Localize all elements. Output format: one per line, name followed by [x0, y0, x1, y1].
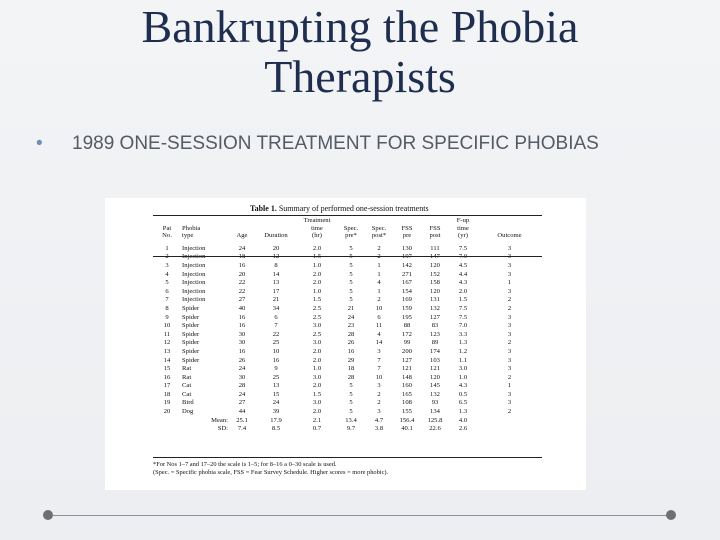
table-cell: 103 [430, 356, 440, 364]
table-cell: 0.5 [458, 390, 468, 398]
table-cell: 1.2 [458, 347, 468, 355]
table-top-rule [153, 215, 542, 216]
table-cell: 121 [430, 365, 440, 373]
table-cell: 127 [430, 313, 440, 321]
table-cell: 2 [507, 408, 512, 416]
table-cell: 3 [507, 322, 512, 330]
table-cell: 3 [507, 270, 512, 278]
table-body [153, 242, 542, 434]
table-cell: 4 [165, 270, 169, 278]
table-cell: 29 [347, 356, 355, 364]
table-cell: 22 [272, 330, 280, 338]
table-cell: Spider [182, 322, 200, 330]
table-row [153, 322, 542, 331]
mean-cell: 25.1 [236, 416, 248, 424]
table-cell: 3 [507, 313, 512, 321]
table-row [153, 357, 542, 366]
table-cell: 5 [349, 408, 353, 416]
table-cell: 108 [402, 399, 412, 407]
mean-cell: 13.4 [345, 416, 357, 424]
table-cell: 21 [272, 296, 280, 304]
footnote-line-1: *For Nos 1–7 and 17–20 the scale is 1–5; for 8–16 a 0–30 scale is used. [153, 461, 337, 468]
table-cell: 17 [163, 382, 171, 390]
table-cell: 5 [349, 244, 353, 252]
table-cell: 30 [238, 339, 246, 347]
table-cell [153, 253, 181, 262]
table-cell: 24 [238, 390, 246, 398]
table-cell: 5 [349, 390, 353, 398]
table-cell: 24 [238, 244, 246, 252]
table-cell: 5 [349, 279, 353, 287]
table-cell: 155 [402, 408, 412, 416]
table-cell: 131 [430, 296, 440, 304]
table-cell: 120 [430, 287, 440, 295]
table-cell: 2.0 [312, 382, 322, 390]
table-row [153, 391, 542, 400]
sd-cell: 0.7 [312, 425, 322, 433]
table-cell: 3 [507, 356, 512, 364]
table-cell: 15 [163, 365, 171, 373]
table-cell: 160 [402, 382, 412, 390]
table-cell: 1.5 [312, 390, 322, 398]
table-cell: 142 [402, 261, 412, 269]
table-cell [421, 253, 449, 262]
table-cell: 3.0 [312, 322, 322, 330]
table-row [153, 408, 542, 417]
table-cell: Injection [182, 270, 206, 278]
table-cell: 1 [377, 270, 381, 278]
sd-label: SD: [217, 425, 228, 433]
table-cell [297, 253, 337, 262]
table-cell: 2 [377, 399, 381, 407]
right-nav-dot [666, 510, 676, 520]
treatment-table [153, 217, 542, 434]
table-cell: 5 [349, 296, 353, 304]
table-cell: 9 [274, 365, 278, 373]
table-header-row [153, 217, 542, 242]
table-cell: 3 [507, 390, 512, 398]
table-cell: 2.5 [312, 313, 322, 321]
table-cell: 169 [402, 296, 412, 304]
table-cell: 20 [238, 270, 246, 278]
table-cell: 1 [377, 287, 381, 295]
table-cell: 1.1 [458, 356, 468, 364]
table-cell: 44 [238, 408, 246, 416]
table-cell: 28 [238, 382, 246, 390]
table-cell: 1 [377, 261, 381, 269]
bullet-text: 1989 ONE-SESSION TREATMENT FOR SPECIFIC PHOBIAS [72, 133, 599, 154]
table-cell: 5 [349, 287, 353, 295]
table-cell: Rat [182, 365, 192, 373]
table-cell: 16 [238, 322, 246, 330]
table-cell: Rat [182, 373, 192, 381]
table-cell: 1.0 [312, 261, 322, 269]
table-cell: 3 [377, 408, 381, 416]
table-cell: 111 [430, 244, 440, 252]
table-cell: 30 [238, 330, 246, 338]
table-cell: 2.0 [458, 287, 468, 295]
table-cell: 7.0 [458, 322, 468, 330]
table-cell: 7.5 [458, 313, 468, 321]
table-cell: 1.0 [458, 373, 468, 381]
table-cell: 8 [274, 261, 278, 269]
table-cell: 145 [430, 382, 440, 390]
table-cell: 7 [377, 356, 381, 364]
table-cell: 154 [402, 287, 412, 295]
bottom-rule-line [53, 515, 671, 516]
bullet-item [36, 132, 676, 156]
table-cell: 88 [403, 322, 411, 330]
mean-cell: 4.7 [374, 416, 384, 424]
table-cell: 7 [165, 296, 169, 304]
left-nav-dot [43, 510, 53, 520]
table-cell: 3 [377, 382, 381, 390]
table-row [153, 296, 542, 305]
table-cell: 23 [347, 322, 355, 330]
table-cell: Injection [182, 287, 206, 295]
table-cell: 12 [163, 339, 171, 347]
table-cell: 3 [507, 399, 512, 407]
table-row [153, 374, 542, 383]
sd-cell: 40.1 [401, 425, 413, 433]
table-cell: 130 [402, 244, 412, 252]
table-cell: 159 [402, 304, 412, 312]
table-cell: 5 [349, 382, 353, 390]
table-cell: 10 [375, 373, 383, 381]
table-cell: 7.5 [458, 304, 468, 312]
table-cell: 2.0 [312, 408, 322, 416]
table-cell: 26 [238, 356, 246, 364]
table-row [153, 331, 542, 340]
table-cell: 6 [377, 313, 381, 321]
table-cell: 3 [507, 244, 512, 252]
table-cell: 3 [507, 287, 512, 295]
table-cell: 18 [163, 390, 171, 398]
table-cell: 3 [507, 347, 512, 355]
table-cell: 120 [430, 261, 440, 269]
table-cell: 4.4 [458, 270, 468, 278]
table-cell [449, 253, 477, 262]
slide-title-line-2: Therapists [264, 51, 456, 102]
table-row [153, 365, 542, 374]
table-row [153, 339, 542, 348]
table-cell: 25 [272, 339, 280, 347]
table-cell: 4.5 [458, 261, 468, 269]
table-cell: 2 [507, 339, 512, 347]
table-cell: Injection [182, 244, 206, 252]
table-cell: 148 [402, 373, 412, 381]
table-cell: Dog [182, 408, 194, 416]
table-cell: 16 [163, 373, 171, 381]
table-cell: 24 [272, 399, 280, 407]
table-cell: 6 [165, 287, 169, 295]
table-image [105, 198, 586, 490]
table-row [153, 348, 542, 357]
table-cell: 27 [238, 296, 246, 304]
table-cell: 5 [349, 399, 353, 407]
table-cell: 24 [238, 365, 246, 373]
table-cell: 1.3 [458, 339, 468, 347]
table-cell [255, 253, 297, 262]
table-cell: 132 [430, 390, 440, 398]
sd-cell: 7.4 [237, 425, 247, 433]
sd-cell: 8.5 [271, 425, 281, 433]
mean-cell: 2.1 [312, 416, 322, 424]
mean-cell: 4.0 [458, 416, 468, 424]
table-cell: 15 [272, 390, 280, 398]
table-cell: 25 [272, 373, 280, 381]
table-cell: 271 [402, 270, 412, 278]
table-cell: 5 [349, 270, 353, 278]
table-cell: 4.3 [458, 279, 468, 287]
table-cell: 20 [163, 408, 171, 416]
mean-cell: 156.4 [399, 416, 415, 424]
table-cell: 132 [430, 304, 440, 312]
table-cell: 4 [377, 330, 381, 338]
table-cell: 3 [507, 330, 512, 338]
table-cell: 120 [430, 373, 440, 381]
table-cell: Cat [182, 382, 192, 390]
table-cell: Spider [182, 304, 200, 312]
table-footnote [153, 461, 553, 477]
table-cell [477, 253, 542, 262]
table-cell: 2.0 [312, 356, 322, 364]
table-cell: 89 [431, 339, 439, 347]
header-treatment-time: Treatment time (hr) [303, 217, 331, 240]
header-spec-post: Spec. post* [371, 224, 387, 240]
table-cell: 10 [375, 304, 383, 312]
table-cell: 7.5 [458, 244, 468, 252]
table-cell: 1 [507, 279, 512, 287]
table-cell: Spider [182, 339, 200, 347]
table-cell: 3.0 [312, 399, 322, 407]
sd-cell: 9.7 [346, 425, 356, 433]
table-cell: 2.0 [312, 270, 322, 278]
table-cell: 1.5 [458, 296, 468, 304]
table-cell: 2.0 [312, 244, 322, 252]
table-cell: Bird [182, 399, 194, 407]
table-cell: 200 [402, 347, 412, 355]
header-age: Age [236, 232, 248, 240]
table-cell: 13 [163, 347, 171, 355]
header-fss-pre: FSS pre [401, 224, 413, 240]
table-cell: 1.5 [312, 296, 322, 304]
header-spec-pre: Spec. pre* [343, 224, 359, 240]
sd-cell [477, 425, 542, 434]
mean-cell: 17.9 [270, 416, 282, 424]
table-cell: 7 [274, 322, 278, 330]
table-cell: Spider [182, 347, 200, 355]
table-cell: 152 [430, 270, 440, 278]
table-cell: 2 [377, 244, 381, 252]
table-cell: 167 [402, 279, 412, 287]
table-cell: 3 [507, 261, 512, 269]
table-row [153, 242, 542, 254]
mean-row [153, 417, 542, 426]
table-cell: 18 [347, 365, 355, 373]
table-cell: 2 [377, 296, 381, 304]
table-cell [229, 253, 255, 262]
table-cell: 17 [272, 287, 280, 295]
table-cell [337, 253, 365, 262]
table-cell: 7 [377, 365, 381, 373]
table-cell: 16 [272, 356, 280, 364]
header-fss-post: FSS post [429, 224, 441, 240]
table-cell: 2.5 [312, 330, 322, 338]
table-row [153, 288, 542, 297]
table-cell: 26 [347, 339, 355, 347]
table-cell: 40 [238, 304, 246, 312]
table-cell: 30 [238, 373, 246, 381]
table-cell: 8 [165, 304, 169, 312]
table-cell: 1.3 [458, 408, 468, 416]
table-cell: 123 [430, 330, 440, 338]
bullet-marker: • [36, 133, 43, 154]
table-cell: 174 [430, 347, 440, 355]
table-cell: 5 [165, 279, 169, 287]
table-cell: Injection [182, 296, 206, 304]
table-cell: 134 [430, 408, 440, 416]
table-cell: Cat [182, 390, 192, 398]
sd-cell: 2.6 [458, 425, 468, 433]
table-row [153, 271, 542, 280]
table-cell: 172 [402, 330, 412, 338]
slide-title-line-1: Bankrupting the Phobia [141, 1, 579, 52]
table-row [153, 399, 542, 408]
table-header-rule [153, 256, 542, 257]
table-cell: 127 [402, 356, 412, 364]
table-cell: 2 [507, 373, 512, 381]
table-cell: 2 [377, 390, 381, 398]
table-cell: 10 [163, 322, 171, 330]
table-caption [250, 204, 429, 213]
mean-cell: 125.8 [427, 416, 443, 424]
table-cell: 3.0 [458, 365, 468, 373]
table-cell: 22 [238, 279, 246, 287]
sd-row [153, 425, 542, 434]
table-cell: 1.0 [312, 365, 322, 373]
table-cell: 34 [272, 304, 280, 312]
table-cell [181, 253, 229, 262]
table-cell: 27 [238, 399, 246, 407]
mean-label: Mean: [211, 416, 228, 424]
table-cell: 1 [165, 244, 169, 252]
table-cell: 39 [272, 408, 280, 416]
table-cell: 16 [238, 347, 246, 355]
table-cell: 16 [347, 347, 355, 355]
table-cell: 3 [377, 347, 381, 355]
table-row [153, 262, 542, 271]
table-cell: 3.0 [312, 373, 322, 381]
table-cell: 14 [375, 339, 383, 347]
table-cell: 6 [274, 313, 278, 321]
table-cell: 13 [272, 279, 280, 287]
slide-title [40, 2, 680, 102]
table-cell: Spider [182, 330, 200, 338]
table-cell: 28 [347, 373, 355, 381]
table-cell: Spider [182, 356, 200, 364]
table-row [153, 305, 542, 314]
table-cell: 9 [165, 313, 169, 321]
table-cell: 4 [377, 279, 381, 287]
footnote-line-2: (Spec. = Specific phobia scale, FSS = Fear Survey Schedule. Higher scores = more phobic). [153, 469, 389, 476]
table-cell: 83 [431, 322, 439, 330]
table-cell: 24 [347, 313, 355, 321]
table-cell: 1 [507, 382, 512, 390]
table-cell: 4.3 [458, 382, 468, 390]
table-cell: 99 [403, 339, 411, 347]
table-cell: 5 [349, 261, 353, 269]
table-cell: 28 [347, 330, 355, 338]
table-cell: Spider [182, 313, 200, 321]
sd-cell: 3.8 [374, 425, 384, 433]
table-cell: 3.0 [312, 339, 322, 347]
table-cell: 2 [507, 304, 512, 312]
table-cell: 1.0 [312, 287, 322, 295]
table-row [153, 279, 542, 288]
table-row [153, 314, 542, 323]
table-cell: 165 [402, 390, 412, 398]
header-outcome: Outcome [497, 232, 522, 240]
table-cell: 14 [272, 270, 280, 278]
table-cell [393, 253, 421, 262]
header-phobia-type: Phobia type [182, 224, 201, 240]
table-cell: 3.3 [458, 330, 468, 338]
table-cell: 2.5 [312, 304, 322, 312]
table-bottom-rule [153, 457, 542, 458]
table-row [153, 382, 542, 391]
mean-cell [477, 417, 542, 426]
table-cell: 158 [430, 279, 440, 287]
table-cell: 22 [238, 287, 246, 295]
table-caption-label: Table 1. [250, 204, 277, 213]
table-cell: 195 [402, 313, 412, 321]
header-duration: Duration [264, 232, 288, 240]
table-cell: 2.0 [312, 279, 322, 287]
table-cell: Injection [182, 279, 206, 287]
table-cell: 11 [163, 330, 171, 338]
table-cell: 13 [272, 382, 280, 390]
table-cell [365, 253, 393, 262]
sd-cell: 22.6 [429, 425, 441, 433]
table-cell: 2 [507, 296, 512, 304]
table-cell: 93 [431, 399, 439, 407]
table-cell: 11 [375, 322, 383, 330]
table-cell: 10 [272, 347, 280, 355]
table-row [153, 253, 542, 262]
header-pat: Pat No. [162, 224, 172, 240]
table-cell: Injection [182, 261, 206, 269]
table-cell: 6.5 [458, 399, 468, 407]
table-cell: 19 [163, 399, 171, 407]
table-cell: 16 [238, 261, 246, 269]
table-cell: 3 [507, 365, 512, 373]
table-cell: 2.0 [312, 347, 322, 355]
table-cell: 3 [165, 261, 169, 269]
table-cell: 21 [347, 304, 355, 312]
table-cell: 16 [238, 313, 246, 321]
table-header [153, 217, 542, 242]
table-caption-text: Summary of performed one-session treatments [278, 204, 429, 213]
table-cell: 121 [402, 365, 412, 373]
header-fup-time: F-up time (yr) [456, 217, 470, 240]
table-cell: 14 [163, 356, 171, 364]
table-cell: 20 [272, 244, 280, 252]
